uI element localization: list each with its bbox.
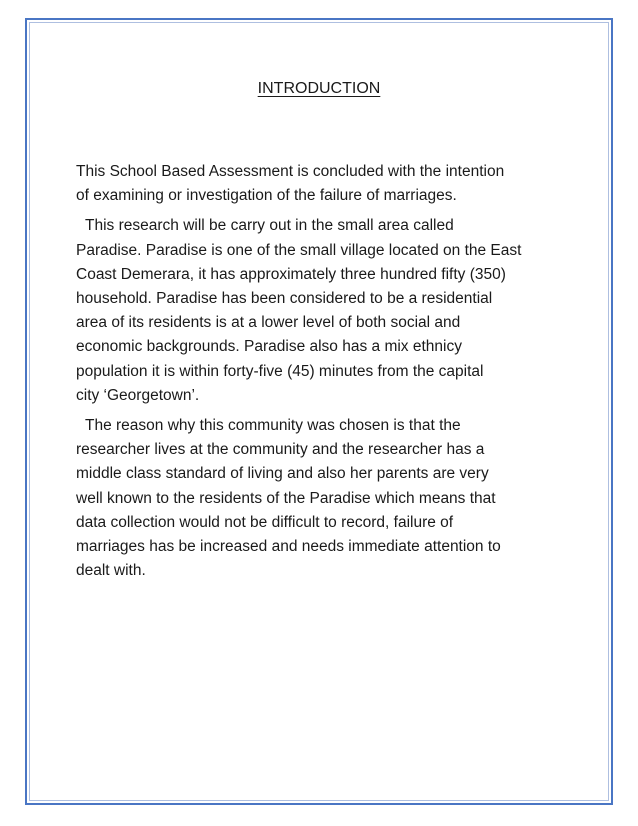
paragraph-line: Paradise. Paradise is one of the small village located on the East (76, 241, 522, 259)
paragraph-2 (76, 214, 576, 408)
paragraph-line: The reason why this community was chosen is that the (85, 417, 461, 435)
paragraph-line: data collection would not be difficult to record, failure of (76, 513, 454, 531)
paragraph-line: city ‘Georgetown’. (76, 386, 200, 404)
paragraph-line: household. Paradise has been considered to be a residential (76, 290, 493, 308)
paragraph-line: of examining or investigation of the failure of marriages. (76, 187, 457, 205)
title-text: INTRODUCTION (257, 80, 381, 97)
paragraph-1 (76, 160, 576, 208)
paragraph-3 (76, 414, 576, 583)
paragraph-line: population it is within forty-five (45) minutes from the capital (76, 362, 484, 380)
paragraph-line: area of its residents is at a lower level of both social and (76, 314, 461, 332)
paragraph-line: marriages has be increased and needs immediate attention to (76, 538, 501, 556)
paragraph-line: This research will be carry out in the small area called (85, 217, 454, 235)
paragraph-line: middle class standard of living and also her parents are very (76, 465, 489, 483)
paragraph-line: researcher lives at the community and the researcher has a (76, 441, 485, 459)
paragraph-line: well known to the residents of the Paradise which means that (76, 489, 496, 507)
paragraph-line: economic backgrounds. Paradise also has a mix ethnicy (76, 338, 462, 356)
paragraph-line: dealt with. (76, 562, 146, 580)
paragraph-line: Coast Demerara, it has approximately three hundred fifty (350) (76, 265, 506, 283)
body-text (76, 160, 576, 589)
paragraph-line: This School Based Assessment is concluded with the intention (76, 163, 505, 180)
page-title (0, 80, 638, 98)
